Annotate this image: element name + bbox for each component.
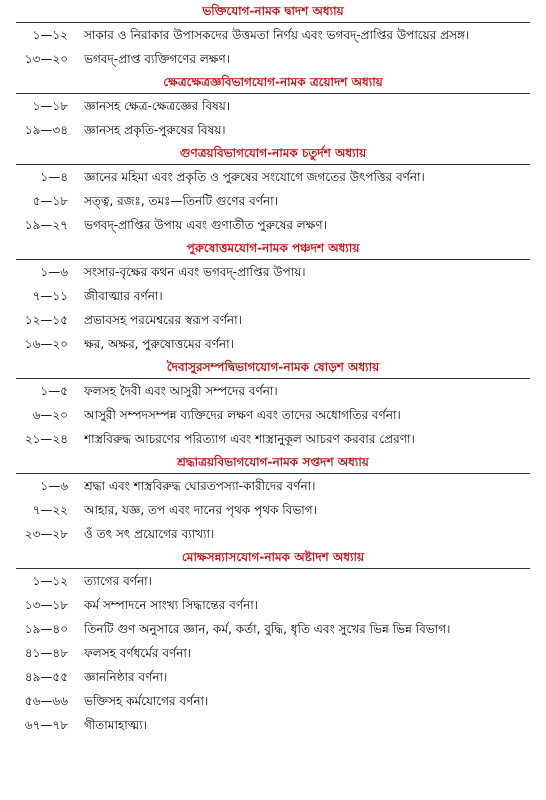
list-item	[0, 569, 546, 593]
list-item	[0, 260, 546, 284]
verse-topic: ওঁ তৎ সৎ প্রয়োগের ব্যাখ্যা।	[84, 527, 215, 541]
section-title: ক্ষেত্রক্ষেত্রজ্ঞবিভাগযোগ-নামক ত্রয়োদশ অধ্যায়	[163, 75, 383, 89]
verse-range: ১২—১৫	[24, 313, 68, 327]
list-item	[0, 641, 546, 665]
list-item	[0, 689, 546, 713]
section-title: শ্রদ্ধাত্রয়বিভাগযোগ-নামক সপ্তদশ অধ্যায়	[177, 455, 369, 469]
list-item	[0, 379, 546, 403]
section-title: পুরুষোত্তমযোগ-নামক পঞ্চদশ অধ্যায়	[186, 241, 360, 255]
verse-range: ২৩—২৮	[24, 527, 68, 541]
list-item	[0, 47, 546, 71]
verse-range: ১৩—২০	[24, 52, 68, 66]
section-chapter-15	[0, 237, 546, 356]
list-item	[0, 403, 546, 427]
list-item	[0, 213, 546, 237]
verse-topic: গীতামাহাত্ম্য।	[84, 718, 148, 732]
verse-range: ৪১—৪৮	[24, 646, 68, 660]
section-title: ভক্তিযোগ-নামক দ্বাদশ অধ্যায়	[202, 4, 344, 18]
verse-topic: ভগবদ্-প্রাপ্ত ব্যক্তিগণের লক্ষণ।	[84, 52, 231, 66]
list-item	[0, 522, 546, 546]
verse-range: ১৯—৪০	[24, 622, 68, 636]
section-chapter-16	[0, 356, 546, 451]
list-item	[0, 498, 546, 522]
verse-range: ১৬—২০	[24, 337, 68, 351]
verse-range: ২১—২৪	[24, 432, 68, 446]
list-item	[0, 427, 546, 451]
verse-topic: ভক্তিসহ কর্মযোগের বর্ণনা।	[84, 694, 209, 708]
verse-topic: আহার, যজ্ঞ, তপ এবং দানের পৃথক পৃথক বিভাগ।	[84, 503, 317, 517]
list-item	[0, 474, 546, 498]
verse-range: ১৩—১৮	[24, 598, 68, 612]
list-item	[0, 284, 546, 308]
verse-topic: শাস্ত্রবিরুদ্ধ আচরণের পরিত্যাগ এবং শাস্ত্রানুকূল আচরণ করবার প্রেরণা।	[84, 432, 415, 446]
list-item	[0, 308, 546, 332]
list-item	[0, 189, 546, 213]
section-title: মোক্ষসন্ন্যাসযোগ-নামক অষ্টাদশ অধ্যায়	[181, 550, 365, 564]
section-chapter-12	[0, 0, 546, 71]
verse-topic: ফলসহ বর্ণধর্মের বর্ণনা।	[84, 646, 192, 660]
section-title: দৈবাসুরসম্পদ্বিভাগযোগ-নামক ষোড়শ অধ্যায়	[166, 360, 380, 374]
section-title: গুণত্রয়বিভাগযোগ-নামক চতুর্দশ অধ্যায়	[179, 146, 367, 160]
verse-topic: শ্রদ্ধা এবং শাস্ত্রবিরুদ্ধ ঘোরতপস্যা-কারীদের বর্ণনা।	[84, 479, 316, 493]
verse-topic: জ্ঞাননিষ্ঠার বর্ণনা।	[84, 670, 168, 684]
verse-topic: জ্ঞানসহ ক্ষেত্র-ক্ষেত্রজ্ঞের বিষয়।	[84, 99, 231, 113]
verse-topic: ফলসহ দৈবী এবং আসুরী সম্পদের বর্ণনা।	[84, 384, 278, 398]
section-chapter-18	[0, 546, 546, 737]
section-chapter-13	[0, 71, 546, 142]
verse-range: ১—১২	[32, 28, 68, 42]
list-item	[0, 332, 546, 356]
verse-topic: কর্ম সম্পাদনে সাংখ্য সিদ্ধান্তের বর্ণনা।	[84, 598, 259, 612]
verse-topic: জ্ঞানের মহিমা এবং প্রকৃতি ও পুরুষের সংযোগে জগতের উৎপত্তির বর্ণনা।	[84, 170, 425, 184]
verse-range: ১—৬	[40, 265, 68, 279]
verse-range: ৪৯—৫৫	[24, 670, 68, 684]
verse-topic: জীবাত্মার বর্ণনা।	[84, 289, 163, 303]
verse-range: ৭—১১	[32, 289, 68, 303]
verse-range: ৬৭—৭৮	[24, 718, 68, 732]
list-item	[0, 23, 546, 47]
list-item	[0, 713, 546, 737]
verse-topic: প্রভাবসহ পরমেশ্বরের স্বরূপ বর্ণনা।	[84, 313, 242, 327]
section-chapter-17	[0, 451, 546, 546]
list-item	[0, 165, 546, 189]
list-item	[0, 617, 546, 641]
verse-range: ১—১২	[32, 574, 68, 588]
verse-range: ১৯—৩৪	[24, 123, 68, 137]
verse-range: ১—৬	[40, 479, 68, 493]
list-item	[0, 593, 546, 617]
verse-topic: সত্ত্ব, রজঃ, তমঃ—তিনটি গুণের বর্ণনা।	[84, 194, 278, 208]
verse-topic: তিনটি গুণ অনুসারে জ্ঞান, কর্ম, কর্তা, বুদ্ধি, ধৃতি এবং সুখের ভিন্ন ভিন্ন বিভাগ।	[84, 622, 451, 636]
list-item	[0, 118, 546, 142]
verse-range: ১—১৮	[32, 99, 68, 113]
verse-range: ৫৬—৬৬	[24, 694, 68, 708]
verse-topic: জ্ঞানসহ প্রকৃতি-পুরুষের বিষয়।	[84, 123, 226, 137]
verse-range: ১—৪	[40, 170, 68, 184]
verse-range: ৬—২০	[32, 408, 68, 422]
verse-topic: সাকার ও নিরাকার উপাসকদের উত্তমতা নির্ণয় এবং ভগবদ্-প্রাপ্তির উপায়ের প্রসঙ্গ।	[84, 28, 470, 42]
verse-topic: ক্ষর, অক্ষর, পুরুষোত্তমের বর্ণনা।	[84, 337, 234, 351]
verse-range: ৫—১৮	[32, 194, 68, 208]
list-item	[0, 665, 546, 689]
verse-range: ১৯—২৭	[24, 218, 68, 232]
verse-topic: আসুরী সম্পদসম্পন্ন ব্যক্তিদের লক্ষণ এবং তাদের অধোগতির বর্ণনা।	[84, 408, 401, 422]
list-item	[0, 94, 546, 118]
verse-topic: ভগবদ্-প্রাপ্তির উপায় এবং গুণাতীত পুরুষের লক্ষণ।	[84, 218, 327, 232]
verse-topic: সংসার-বৃক্ষের কথন এবং ভগবদ্-প্রাপ্তির উপায়।	[84, 265, 306, 279]
section-chapter-14	[0, 142, 546, 237]
verse-range: ৭—২২	[32, 503, 68, 517]
verse-topic: ত্যাগের বর্ণনা।	[84, 574, 152, 588]
verse-range: ১—৫	[40, 384, 68, 398]
